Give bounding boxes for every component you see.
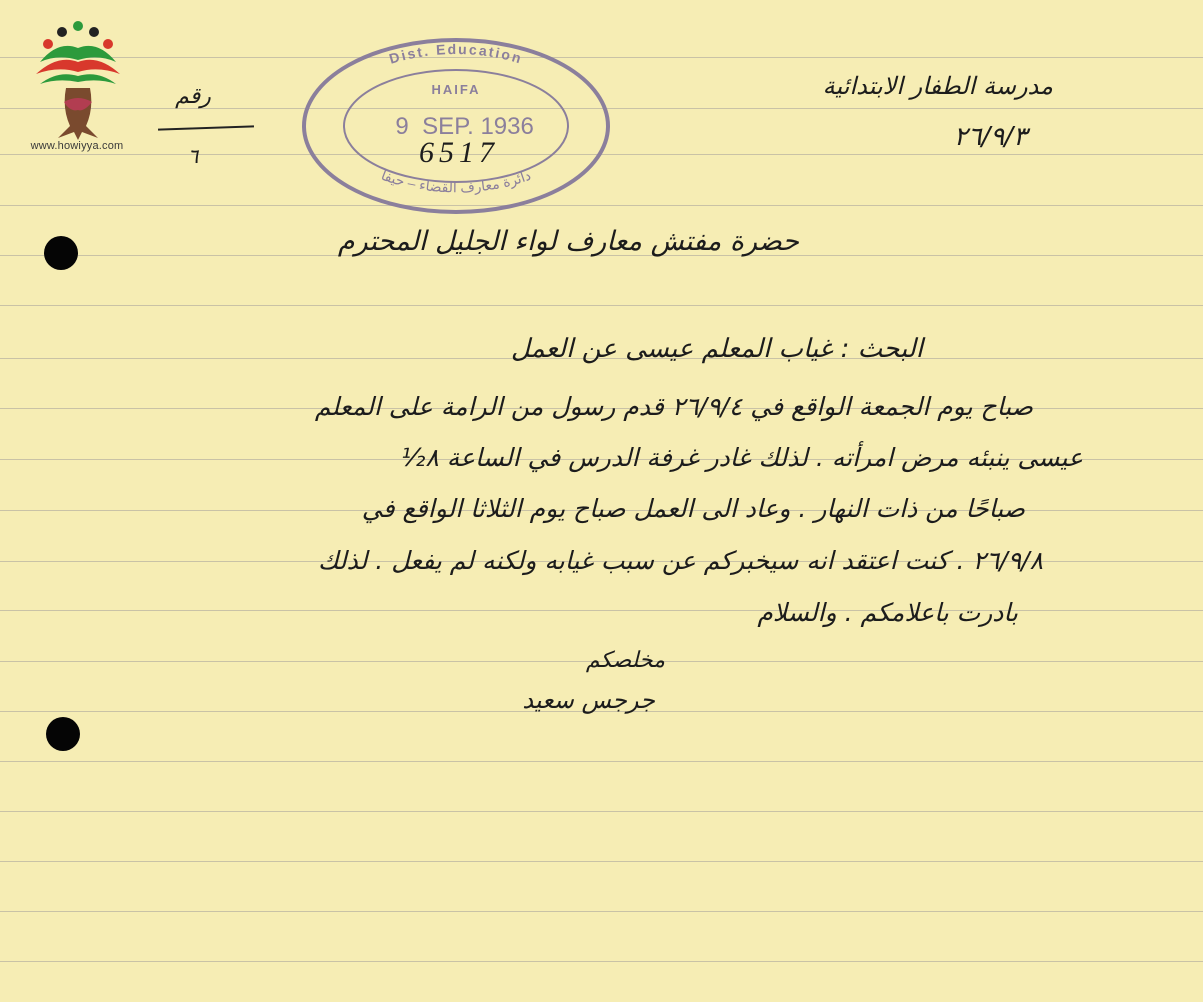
closing: مخلصكم: [585, 648, 665, 673]
ruled-line: [0, 911, 1203, 912]
stamp-bottom-arc: دائرة معارف القضاء – حيفا: [379, 166, 533, 196]
reference-fraction-rule: [158, 125, 254, 130]
stamp-date: SEP. 1936: [422, 113, 534, 140]
body-line: ٢٦/٩/٨ . كنت اعتقد انه سيخبركم عن سبب غيابه ولكنه لم يفعل . لذلك: [317, 546, 1043, 575]
subject-line: البحث : غياب المعلم عيسى عن العمل: [510, 334, 923, 364]
stamp-city: HAIFA: [431, 82, 481, 97]
ruled-line: [0, 610, 1203, 611]
reference-label: رقم: [175, 84, 211, 109]
signature: جرجس سعيد: [522, 686, 655, 714]
letter-date: ٢٦/٩/٣: [953, 122, 1027, 152]
salutation: حضرة مفتش معارف لواء الجليل المحترم: [337, 226, 799, 257]
sender-school: مدرسة الطفار الابتدائية: [822, 72, 1053, 100]
logo-figures-icon: [36, 21, 120, 84]
body-line: بادرت باعلامكم . والسلام: [757, 598, 1018, 627]
logo-tree-icon: [58, 88, 98, 140]
body-line: صباح يوم الجمعة الواقع في ٢٦/٩/٤ قدم رسول من الرامة على المعلم: [314, 392, 1033, 421]
punch-hole-bottom: [46, 717, 80, 751]
stamp-top-arc: Dist. Education: [387, 40, 525, 67]
reference-denominator: ٦: [187, 144, 199, 168]
body-line: عيسى ينبئه مرض امرأته . لذلك غادر غرفة الدرس في الساعة ٨½: [401, 443, 1083, 472]
howiyya-logo: [14, 18, 142, 158]
ruled-line: [0, 811, 1203, 812]
ruled-line: [0, 861, 1203, 862]
ruled-line: [0, 961, 1203, 962]
education-office-stamp: [298, 34, 616, 218]
watermark-url: www.howiyya.com: [30, 140, 124, 152]
reference-number: 6517: [419, 136, 499, 169]
stamp-day: 9: [395, 113, 409, 140]
ruled-line: [0, 305, 1203, 306]
body-line: صباحًا من ذات النهار . وعاد الى العمل صباح يوم الثلاثا الواقع في: [361, 494, 1025, 523]
ruled-line: [0, 761, 1203, 762]
svg-text:دائرة معارف القضاء – حيفا: [379, 167, 533, 196]
punch-hole-top: [44, 236, 78, 270]
